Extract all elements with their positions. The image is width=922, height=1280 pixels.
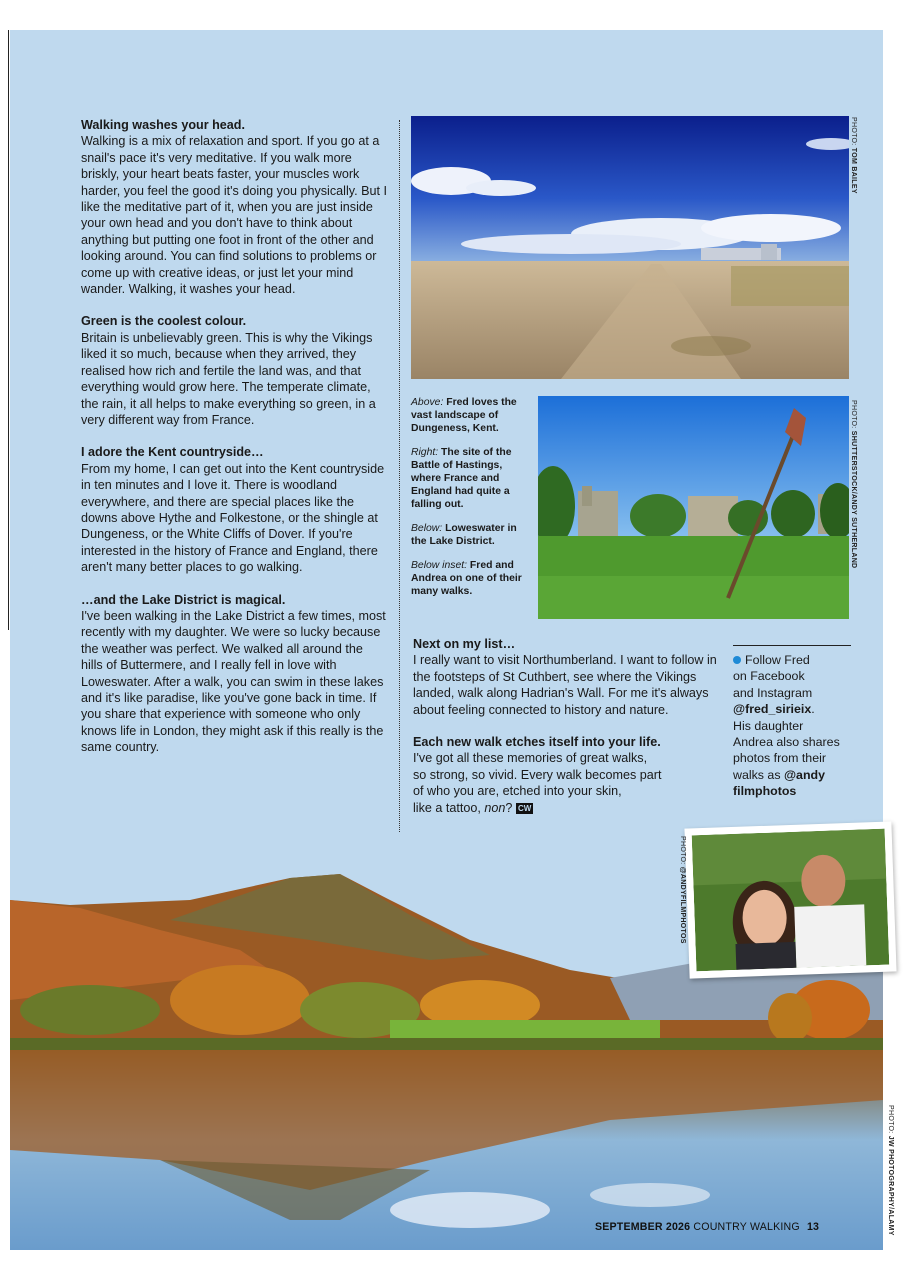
hastings-photo xyxy=(538,396,849,619)
social-handle: filmphotos xyxy=(733,784,797,799)
section-heading: Walking washes your head. xyxy=(81,118,245,132)
caption: Right: The site of the Battle of Hastings, where France and England had quite a falling out. xyxy=(411,447,512,510)
section-heading: Green is the coolest colour. xyxy=(81,314,247,329)
section-body: From my home, I can get out into the Kent countryside in ten minutes and I love it. There is woodland everywhere, and there are special places like the downs above Hythe and Folkestone, or the shingle at Dungeness, or the White Cliffs of Dover. If you're interested in the history of France and England, there aren't many better places to go walking. xyxy=(81,461,385,575)
photo-credit-inset: PHOTO: @ANDYFILMPHOTOS xyxy=(679,836,686,944)
caption: Below inset: Fred and Andrea on one of their many walks. xyxy=(411,560,522,597)
issue-date: SEPTEMBER 2026 xyxy=(595,1221,691,1233)
photo-credit-dungeness: PHOTO: TOM BAILEY xyxy=(850,117,857,194)
photo-credit-lake: PHOTO: JW PHOTOGRAPHY/ALAMY xyxy=(887,1105,894,1236)
section-heading: …and the Lake District is magical. xyxy=(81,592,286,607)
bullet-icon xyxy=(733,656,741,664)
section-heading: I adore the Kent countryside… xyxy=(81,445,264,460)
article-column-left xyxy=(81,117,387,772)
follow-sidebar: Follow Fred on Facebook and Instagram @fred_sirieix. His daughter Andrea also shares photos from their walks as @andy filmphotos xyxy=(733,645,851,800)
dungeness-photo xyxy=(411,116,849,379)
section-heading: Next on my list… xyxy=(413,637,516,651)
section-body: Walking is a mix of relaxation and sport. If you go at a snail's pace it's very meditative. If you walk more briskly, your heart beats faster, your muscles work harder, you feel the good it's doing you physically. But I like the meditative part of it, when you are just inside your own head and you don't have to think about anything but putting one foot in front of the other and looking around. You can find solutions to problems or come up with creative ideas, or just let your mind wander. Walking, it washes your head. xyxy=(81,134,388,297)
section-body: I really want to visit Northumberland. I want to follow in the footsteps of St Cuthbert, see where the Vikings landed, walk along Hadrian's Wall. For me it's always about feeling connected to history and nature. xyxy=(413,653,717,717)
magazine-name: COUNTRY WALKING xyxy=(693,1221,800,1233)
end-mark: CW xyxy=(517,803,532,813)
photo-captions xyxy=(411,396,529,609)
page-footer xyxy=(595,1221,819,1233)
caption: Above: Fred loves the vast landscape of Dungeness, Kent. xyxy=(411,397,517,434)
left-margin-rule xyxy=(8,30,9,630)
column-divider xyxy=(399,120,400,832)
fred-and-andrea-photo xyxy=(692,829,890,972)
caption: Below: Loweswater in the Lake District. xyxy=(411,523,517,547)
section-body: Britain is unbelievably green. This is why the Vikings liked it so much, because when they arrived, they realised how rich and fertile the land was, and that everything would grow here. The temperate climate, the rain, it all helps to make everything so green, in a very different way from France. xyxy=(81,330,376,427)
social-handle: @andy xyxy=(783,767,825,782)
inset-photo-frame xyxy=(684,821,896,978)
section-body: I've been walking in the Lake District a few times, most recently with my daughter. We were so lucky because the weather was perfect. We walked all around the hills of Buttermere, and I really fell in love with Loweswater. After a walk, you can swim in these lakes and it's like paradise, like you've gone back in time. If you share that experience with someone who only knows life in London, they might ask if this really is the same country. xyxy=(81,608,386,755)
article-column-right xyxy=(413,636,723,816)
page-number: 13 xyxy=(806,1221,820,1233)
section-body: I've got all these memories of great walks, so strong, so vivid. Every walk becomes part of who you are, etched into your skin, like a tattoo, non? CW xyxy=(413,751,662,815)
photo-credit-hastings: PHOTO: SHUTTERSTOCK/ANDY SUTHERLAND xyxy=(850,400,857,569)
social-handle: @fred_sirieix xyxy=(733,702,812,717)
section-heading: Each new walk etches itself into your life. xyxy=(413,735,661,750)
